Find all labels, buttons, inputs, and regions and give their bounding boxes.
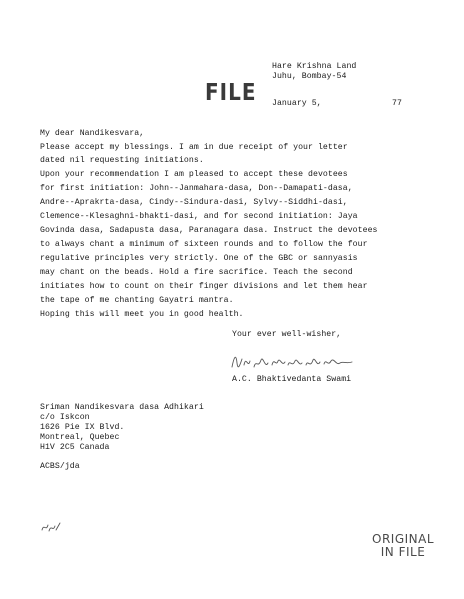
body-line: initiates how to count on their finger divisions and let them hear [40, 282, 368, 291]
body-line: Upon your recommendation I am pleased to accept these devotees [40, 170, 348, 179]
recipient-line: Montreal, Quebec [40, 433, 120, 442]
body-line: Hoping this will meet you in good health. [40, 310, 244, 319]
body-line: Govinda dasa, Sadapusta dasa, Paranagara dasa. Instruct the devotees [40, 226, 378, 235]
file-stamp: FILE [205, 78, 257, 106]
reference-initials: ACBS/jda [40, 462, 80, 471]
handwritten-signature [228, 345, 358, 379]
closing: Your ever well-wisher, [232, 330, 342, 339]
sender-address-line-1: Hare Krishna Land [272, 62, 357, 71]
signer-name: A.C. Bhaktivedanta Swami [232, 375, 352, 384]
letter-year: 77 [392, 99, 402, 108]
stamp-line: ORIGINAL [372, 532, 435, 546]
handwritten-initials [40, 520, 62, 534]
body-line: Please accept my blessings. I am in due receipt of your letter [40, 143, 348, 152]
sender-address-line-2: Juhu, Bombay-54 [272, 72, 347, 81]
salutation: My dear Nandikesvara, [40, 129, 145, 138]
body-line: may chant on the beads. Hold a fire sacrifice. Teach the second [40, 268, 353, 277]
stamp-line: IN FILE [380, 545, 426, 559]
body-line: dated nil requesting initiations. [40, 156, 204, 165]
letter-date: January 5, [272, 99, 322, 108]
body-line: regulative principles very strictly. One of the GBC or sannyasis [40, 254, 358, 263]
original-in-file-stamp [372, 533, 434, 559]
recipient-line: H1V 2C5 Canada [40, 443, 110, 452]
body-line: Clemence--Klesaghni-bhakti-dasi, and for second initiation: Jaya [40, 212, 358, 221]
recipient-line: c/o Iskcon [40, 413, 90, 422]
body-line: the tape of me chanting Gayatri mantra. [40, 296, 234, 305]
recipient-line: Sriman Nandikesvara dasa Adhikari [40, 403, 204, 412]
body-line: for first initiation: John--Janmahara-dasa, Don--Damapati-dasa, [40, 184, 353, 193]
body-line: Andre--Aprakrta-dasa, Cindy--Sindura-dasi, Sylvy--Siddhi-dasi, [40, 198, 348, 207]
recipient-line: 1626 Pie IX Blvd. [40, 423, 125, 432]
body-line: to always chant a minimum of sixteen rounds and to follow the four [40, 240, 368, 249]
